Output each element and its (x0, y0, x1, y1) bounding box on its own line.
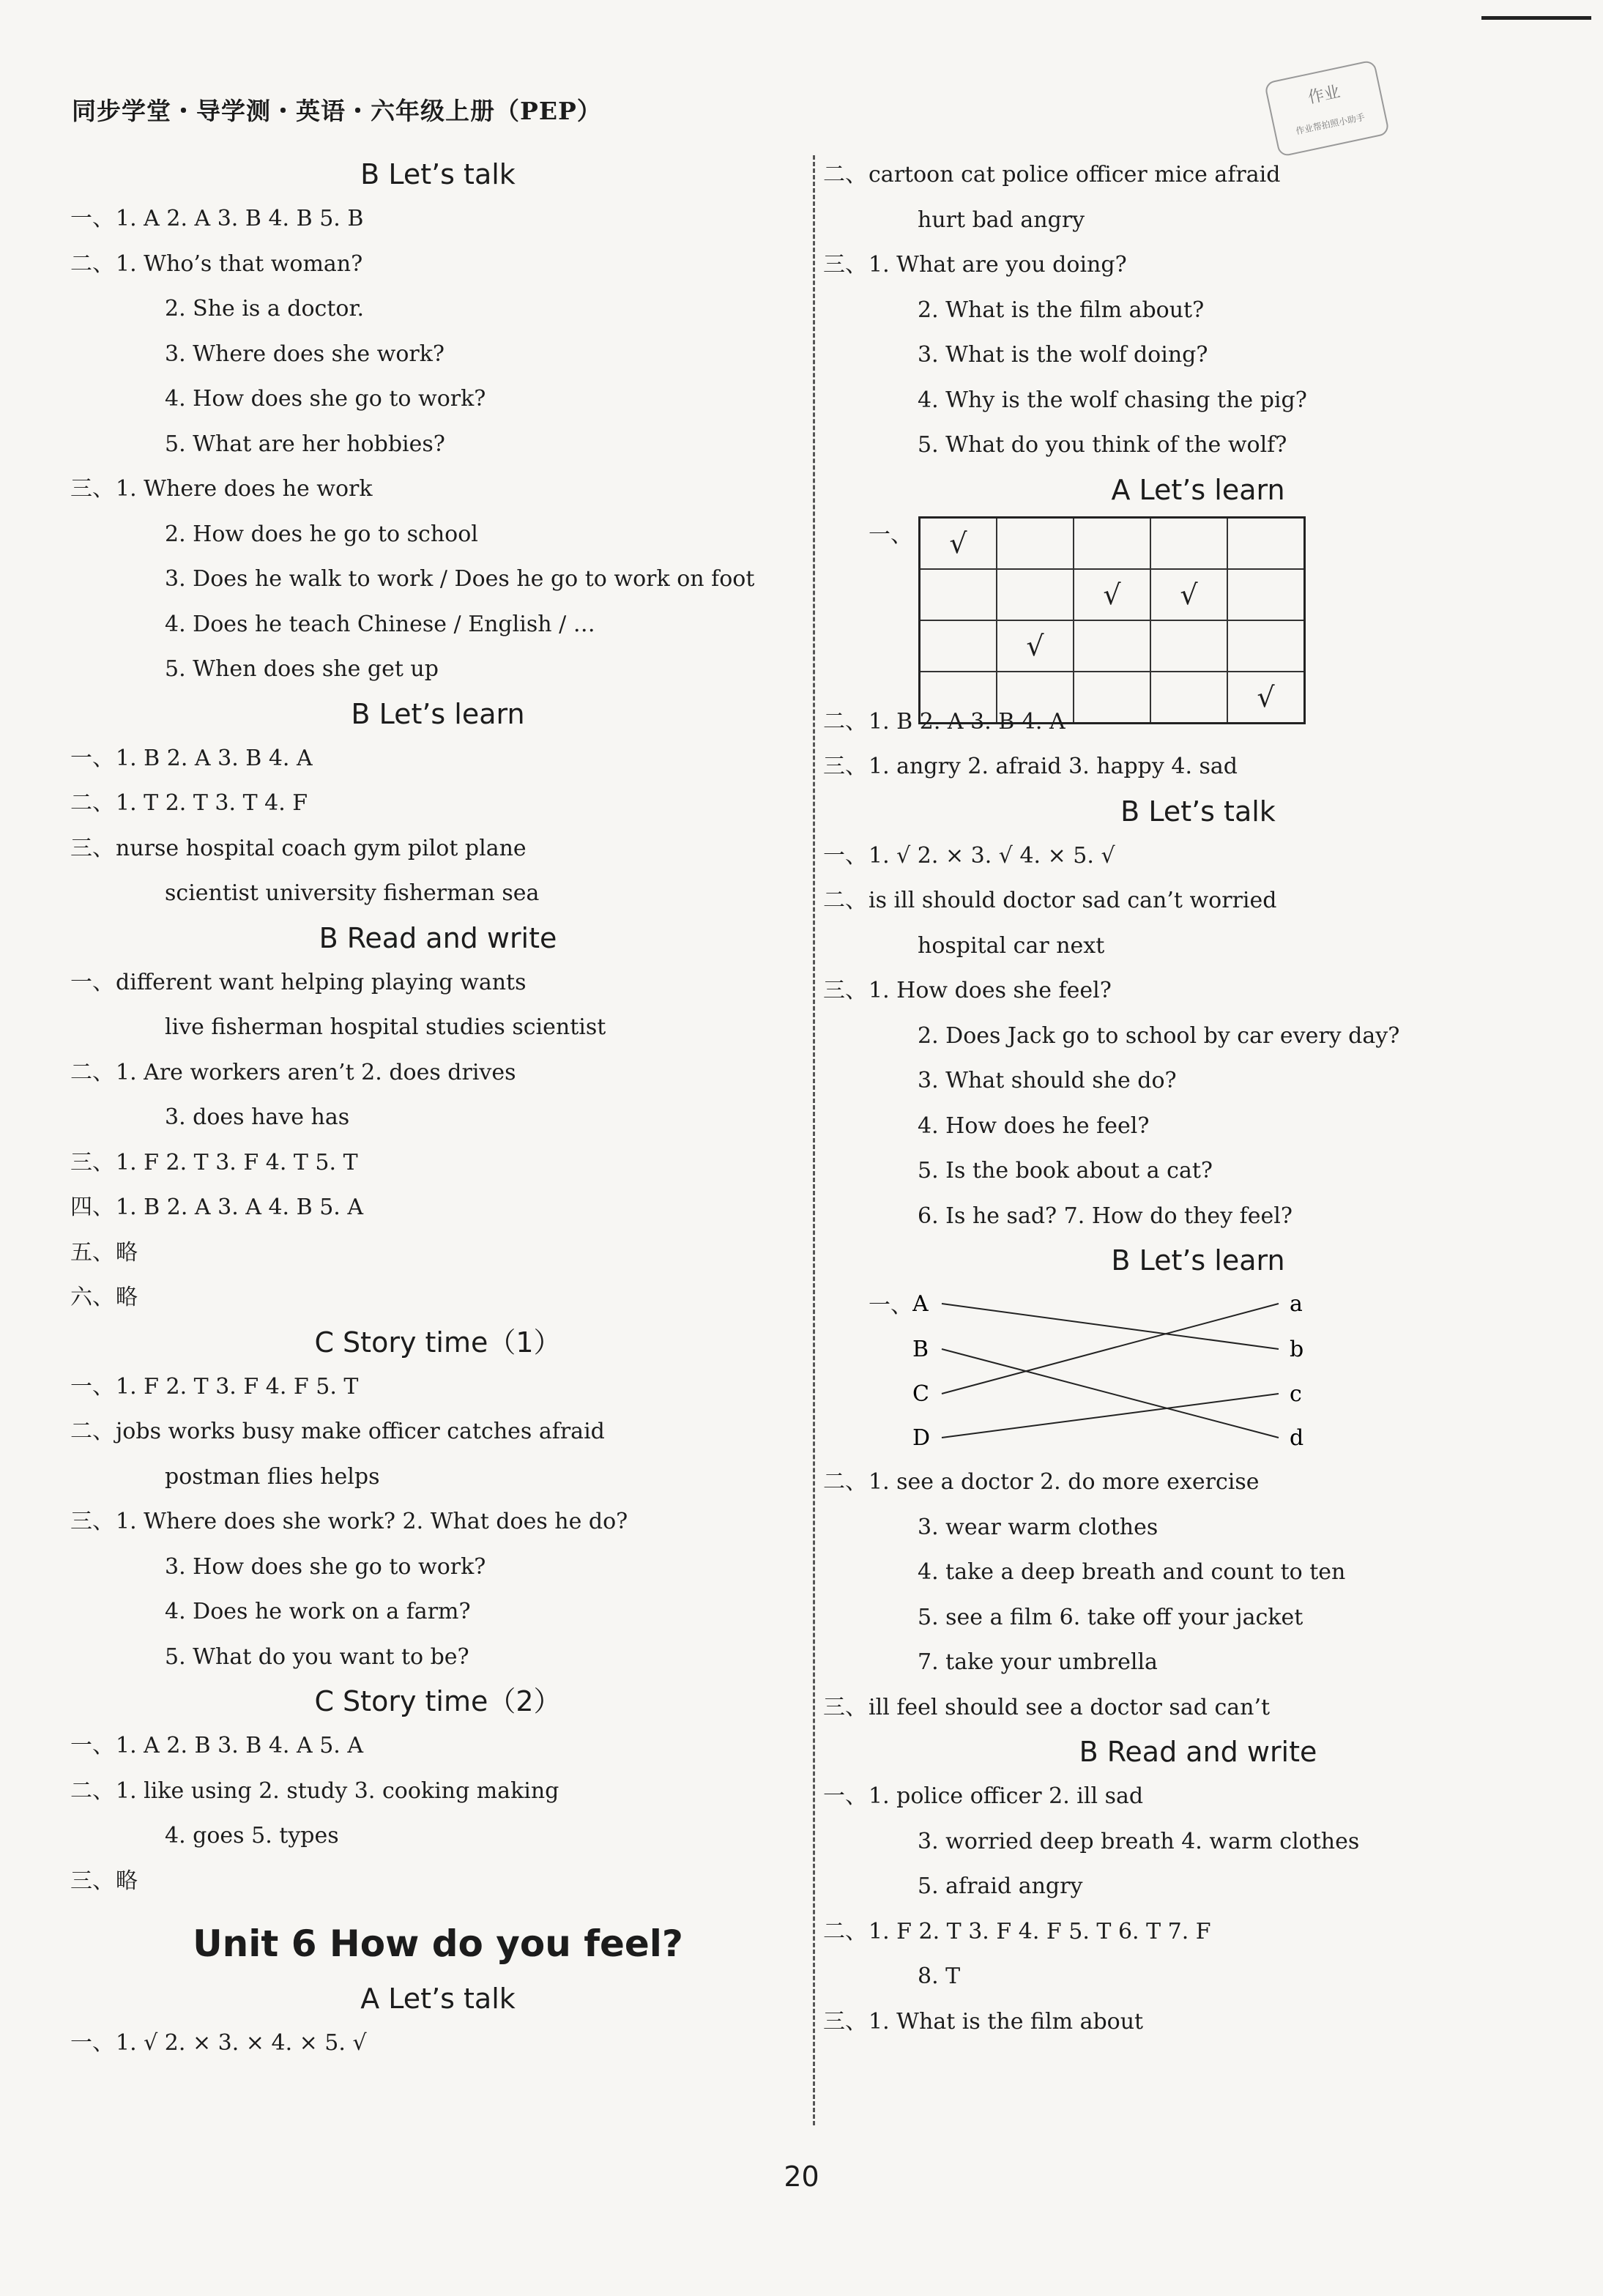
match-right-label: c (1290, 1381, 1302, 1407)
answer-block (823, 1460, 1528, 1730)
matching-exercise (869, 1282, 1528, 1460)
answer-line (116, 871, 760, 916)
answer-line (70, 826, 760, 872)
answer-line (70, 2021, 760, 2066)
question-marker: 三、 (70, 476, 114, 502)
answer-text: 4. Does he work on a farm? (165, 1599, 471, 1624)
stamp-subtitle: 作业帮拍照小助手 (1295, 111, 1366, 137)
question-marker: 三、 (823, 754, 867, 779)
grid-marker: 一、 (869, 521, 912, 548)
answer-text: 1. B 2. A 3. B 4. A (116, 745, 313, 771)
answer-text: hospital car next (918, 932, 1105, 959)
top-edge-line (1481, 16, 1591, 20)
section-title: B Let’s learn (1111, 1244, 1285, 1277)
answer-line (869, 378, 1528, 423)
section-title: B Let’s talk (360, 158, 516, 190)
answer-line (70, 467, 760, 512)
answer-line (823, 1909, 1528, 1955)
match-left-label: D (912, 1425, 931, 1451)
section-title: A Let’s learn (1111, 473, 1285, 506)
answer-text: nurse hospital coach gym pilot plane (116, 835, 527, 861)
answer-text: 1. A 2. B 3. B 4. A 5. A (116, 1733, 364, 1758)
grid-row (920, 620, 1305, 672)
answer-line (869, 1194, 1528, 1239)
answer-text: 1. Where does she work? 2. What does he do? (116, 1509, 628, 1534)
page-header: 同步学堂・导学测・英语・六年级上册（PEP） (72, 97, 602, 125)
answer-line (869, 1864, 1528, 1909)
match-left-label: A (912, 1291, 929, 1317)
section-title: B Let’s talk (1120, 795, 1276, 828)
answer-text: 2. What is the film about? (918, 297, 1205, 323)
answer-text: 1. B 2. A 3. A 4. B 5. A (116, 1195, 364, 1220)
question-marker: 一、 (70, 745, 114, 771)
question-marker: 三、 (823, 252, 867, 278)
answer-text: 1. T 2. T 3. T 4. F (116, 790, 308, 816)
checkmark-grid (918, 516, 1306, 724)
answer-line (70, 1275, 760, 1320)
answer-block (70, 1364, 760, 1680)
answer-line (116, 332, 760, 377)
answer-line (70, 1185, 760, 1230)
answer-line (116, 647, 760, 692)
answer-text: 1. Are workers aren’t 2. does drives (116, 1059, 516, 1085)
answer-line (116, 1545, 760, 1590)
answer-line (823, 699, 1528, 745)
answer-text: 1. A 2. A 3. B 4. B 5. B (116, 206, 364, 231)
answer-text: 5. Is the book about a cat? (918, 1158, 1213, 1184)
question-marker: 二、 (823, 162, 867, 187)
question-marker: 二、 (70, 790, 114, 816)
grid-row (920, 517, 1305, 569)
grid-cell: √ (1227, 672, 1305, 724)
question-marker: 三、 (70, 835, 114, 861)
answer-text: 5. see a film 6. take off your jacket (918, 1604, 1303, 1630)
answer-line (116, 1589, 760, 1635)
answer-line (869, 1595, 1528, 1641)
answer-block (823, 152, 1528, 468)
answer-text: 1. like using 2. study 3. cooking making (116, 1777, 559, 1804)
right-column (823, 152, 1528, 2044)
match-left-label: C (912, 1381, 929, 1407)
answer-text: 3. wear warm clothes (918, 1514, 1158, 1540)
answer-text: 略 (116, 1239, 138, 1266)
grid-row (920, 569, 1305, 620)
answer-line (70, 1050, 760, 1096)
question-marker: 二、 (823, 1918, 867, 1944)
section-title: C Story time（2） (314, 1685, 562, 1717)
column-divider (813, 155, 815, 2125)
question-marker: 三、 (70, 1868, 114, 1894)
question-marker: 一、 (70, 1733, 114, 1758)
match-line-B-d (942, 1349, 1279, 1438)
question-marker: 三、 (823, 1694, 867, 1720)
question-marker: 六、 (70, 1285, 114, 1310)
answer-line (116, 512, 760, 557)
answer-text: cartoon cat police officer mice afraid (869, 162, 1281, 187)
grid-cell (920, 569, 997, 620)
grid-cell (1227, 517, 1305, 569)
section-title: B Read and write (319, 921, 557, 954)
answer-text: 2. She is a doctor. (165, 296, 365, 322)
answer-line (116, 1095, 760, 1140)
answer-line (823, 152, 1528, 198)
grid-cell (1074, 620, 1150, 672)
answer-text: 1. F 2. T 3. F 4. T 5. T (116, 1149, 358, 1175)
grid-cell (1227, 569, 1305, 620)
answer-text: 1. Where does he work (116, 476, 373, 502)
answer-line (869, 1148, 1528, 1194)
question-marker: 三、 (823, 2008, 867, 2035)
answer-text: 1. angry 2. afraid 3. happy 4. sad (869, 754, 1238, 779)
app-watermark-stamp (1264, 59, 1390, 157)
checkmark-grid-row (869, 516, 1528, 713)
answer-text: 1. police officer 2. ill sad (869, 1783, 1144, 1809)
stamp-title: 作业 (1306, 83, 1342, 108)
answer-text: 略 (116, 1868, 138, 1894)
answer-text: 1. √ 2. × 3. × 4. × 5. √ (116, 2030, 367, 2056)
answer-text: hurt bad angry (918, 207, 1085, 233)
section-title: C Story time（1） (314, 1326, 562, 1359)
unit-title: Unit 6 How do you feel? (193, 1922, 683, 1965)
answer-text: 略 (116, 1285, 138, 1310)
answer-line (116, 286, 760, 332)
question-marker: 二、 (70, 250, 114, 277)
answer-text: 3. Does he walk to work / Does he go to work on foot (165, 566, 755, 592)
answer-text: 3. How does she go to work? (165, 1553, 486, 1580)
answer-text: 8. T (918, 1964, 961, 1989)
answer-text: 4. How does she go to work? (165, 386, 486, 412)
answer-line (116, 422, 760, 467)
answer-text: 4. take a deep breath and count to ten (918, 1559, 1346, 1585)
answer-text: 7. take your umbrella (918, 1649, 1158, 1675)
answer-line (116, 1454, 760, 1500)
answer-line (823, 968, 1528, 1014)
left-column (70, 152, 760, 2066)
answer-line (823, 1685, 1528, 1731)
answer-text: 3. Where does she work? (165, 341, 445, 367)
question-marker: 二、 (70, 1777, 114, 1804)
grid-cell (1074, 517, 1150, 569)
match-marker: 一、 (869, 1293, 912, 1318)
answer-text: ill feel should see a doctor sad can’t (869, 1694, 1271, 1720)
answer-line (70, 1409, 760, 1454)
grid-cell: √ (920, 517, 997, 569)
answer-block (823, 833, 1528, 1239)
answer-text: jobs works busy make officer catches afraid (116, 1419, 605, 1444)
question-marker: 三、 (823, 978, 867, 1003)
answer-block (70, 960, 760, 1320)
answer-text: 3. worried deep breath 4. warm clothes (918, 1828, 1360, 1854)
question-marker: 二、 (70, 1059, 114, 1085)
section-title: B Read and write (1079, 1736, 1317, 1768)
answer-line (70, 781, 760, 826)
answer-text: 2. Does Jack go to school by car every day? (918, 1022, 1400, 1049)
page-number: 20 (784, 2161, 819, 2193)
grid-cell: √ (997, 620, 1074, 672)
answer-line (70, 1499, 760, 1545)
answer-line (70, 736, 760, 781)
section-title: A Let’s talk (360, 1983, 516, 2015)
grid-cell: √ (1074, 569, 1150, 620)
answer-line (116, 1005, 760, 1050)
answer-text: 1. √ 2. × 3. √ 4. × 5. √ (869, 842, 1115, 869)
match-left-label: B (912, 1337, 929, 1362)
answer-line (869, 423, 1528, 468)
answer-text: 3. does have has (165, 1104, 350, 1130)
answer-line (70, 960, 760, 1006)
question-marker: 一、 (70, 2030, 114, 2056)
answer-text: 1. How does she feel? (869, 978, 1112, 1003)
match-line-D-b (942, 1394, 1279, 1438)
answer-line (70, 1364, 760, 1410)
question-marker: 一、 (70, 1373, 114, 1400)
answer-line (869, 1014, 1528, 1059)
grid-cell (920, 620, 997, 672)
answer-text: 1. What are you doing? (869, 252, 1127, 278)
question-marker: 一、 (823, 1783, 867, 1809)
answer-line (869, 1104, 1528, 1149)
answer-block (70, 1723, 760, 1903)
answer-text: 1. What is the film about (869, 2008, 1144, 2035)
answer-text: 4. goes 5. types (165, 1823, 339, 1849)
answer-line (116, 376, 760, 422)
answer-line (823, 1999, 1528, 2045)
answer-block (823, 1774, 1528, 2044)
answer-line (823, 1460, 1528, 1505)
answer-line (116, 557, 760, 602)
answer-line (823, 878, 1528, 924)
match-line-C-a (942, 1304, 1279, 1394)
answer-text: 4. Why is the wolf chasing the pig? (918, 387, 1307, 413)
match-line-A-c (942, 1304, 1279, 1349)
answer-line (70, 1140, 760, 1186)
answer-line (823, 1774, 1528, 1819)
question-marker: 四、 (70, 1195, 114, 1220)
answer-line (869, 288, 1528, 333)
answer-line (70, 196, 760, 242)
answer-text: 5. afraid angry (918, 1873, 1083, 1899)
answer-block (823, 699, 1528, 790)
answer-line (869, 1640, 1528, 1685)
question-marker: 一、 (70, 206, 114, 231)
answer-text: is ill should doctor sad can’t worried (869, 888, 1277, 913)
answer-line (70, 242, 760, 287)
answer-text: 5. What do you want to be? (165, 1643, 469, 1670)
answer-block (70, 2021, 760, 2066)
answer-text: 1. F 2. T 3. F 4. F 5. T (116, 1373, 359, 1400)
matching-lines (912, 1282, 1352, 1460)
match-right-label: d (1290, 1425, 1304, 1451)
grid-cell (997, 569, 1074, 620)
answer-line (869, 1550, 1528, 1595)
answer-text: 5. What do you think of the wolf? (918, 432, 1287, 458)
answer-text: 4. How does he feel? (918, 1112, 1150, 1139)
answer-line (869, 332, 1528, 378)
answer-line (869, 1819, 1528, 1865)
answer-line (116, 1813, 760, 1859)
question-marker: 二、 (823, 888, 867, 913)
match-right-label: b (1290, 1337, 1304, 1362)
answer-block (70, 196, 760, 692)
answer-line (70, 1723, 760, 1769)
answer-line (70, 1230, 760, 1276)
answer-line (116, 602, 760, 647)
answer-text: 3. What is the wolf doing? (918, 342, 1208, 368)
answer-text: 1. Who’s that woman? (116, 250, 363, 277)
answer-text: 1. B 2. A 3. B 4. A (869, 708, 1065, 735)
answer-text: 1. F 2. T 3. F 4. F 5. T 6. T 7. F (869, 1918, 1211, 1944)
answer-text: 6. Is he sad? 7. How do they feel? (918, 1203, 1293, 1229)
answer-line (70, 1769, 760, 1814)
section-title: B Let’s learn (351, 697, 525, 730)
answer-text: live fisherman hospital studies scientist (165, 1014, 606, 1040)
answer-text: scientist university fisherman sea (165, 880, 540, 906)
match-right-label: a (1290, 1291, 1303, 1317)
answer-text: different want helping playing wants (116, 969, 527, 995)
answer-text: 5. What are her hobbies? (165, 431, 445, 457)
answer-line (869, 1954, 1528, 1999)
grid-cell: √ (1150, 569, 1227, 620)
grid-cell (1227, 620, 1305, 672)
answer-text: 5. When does she get up (165, 656, 439, 682)
answer-line (869, 1058, 1528, 1104)
question-marker: 二、 (823, 708, 867, 735)
answer-line (823, 242, 1528, 288)
question-marker: 三、 (70, 1509, 114, 1534)
question-marker: 三、 (70, 1149, 114, 1175)
answer-line (869, 924, 1528, 969)
answer-line (823, 744, 1528, 790)
question-marker: 一、 (823, 842, 867, 869)
answer-line (869, 1505, 1528, 1550)
answer-text: postman flies helps (165, 1463, 380, 1490)
question-marker: 五、 (70, 1239, 114, 1266)
question-marker: 一、 (70, 969, 114, 995)
answer-line (823, 833, 1528, 879)
question-marker: 二、 (70, 1419, 114, 1444)
grid-cell (997, 517, 1074, 569)
answer-text: 1. see a doctor 2. do more exercise (869, 1469, 1260, 1495)
answer-line (869, 198, 1528, 243)
answer-line (70, 1859, 760, 1904)
grid-cell (1150, 620, 1227, 672)
grid-cell (1150, 517, 1227, 569)
question-marker: 二、 (823, 1469, 867, 1495)
answer-line (116, 1635, 760, 1680)
answer-text: 4. Does he teach Chinese / English / … (165, 611, 595, 637)
answer-block (70, 736, 760, 916)
answer-text: 3. What should she do? (918, 1068, 1177, 1093)
answer-text: 2. How does he go to school (165, 521, 478, 547)
